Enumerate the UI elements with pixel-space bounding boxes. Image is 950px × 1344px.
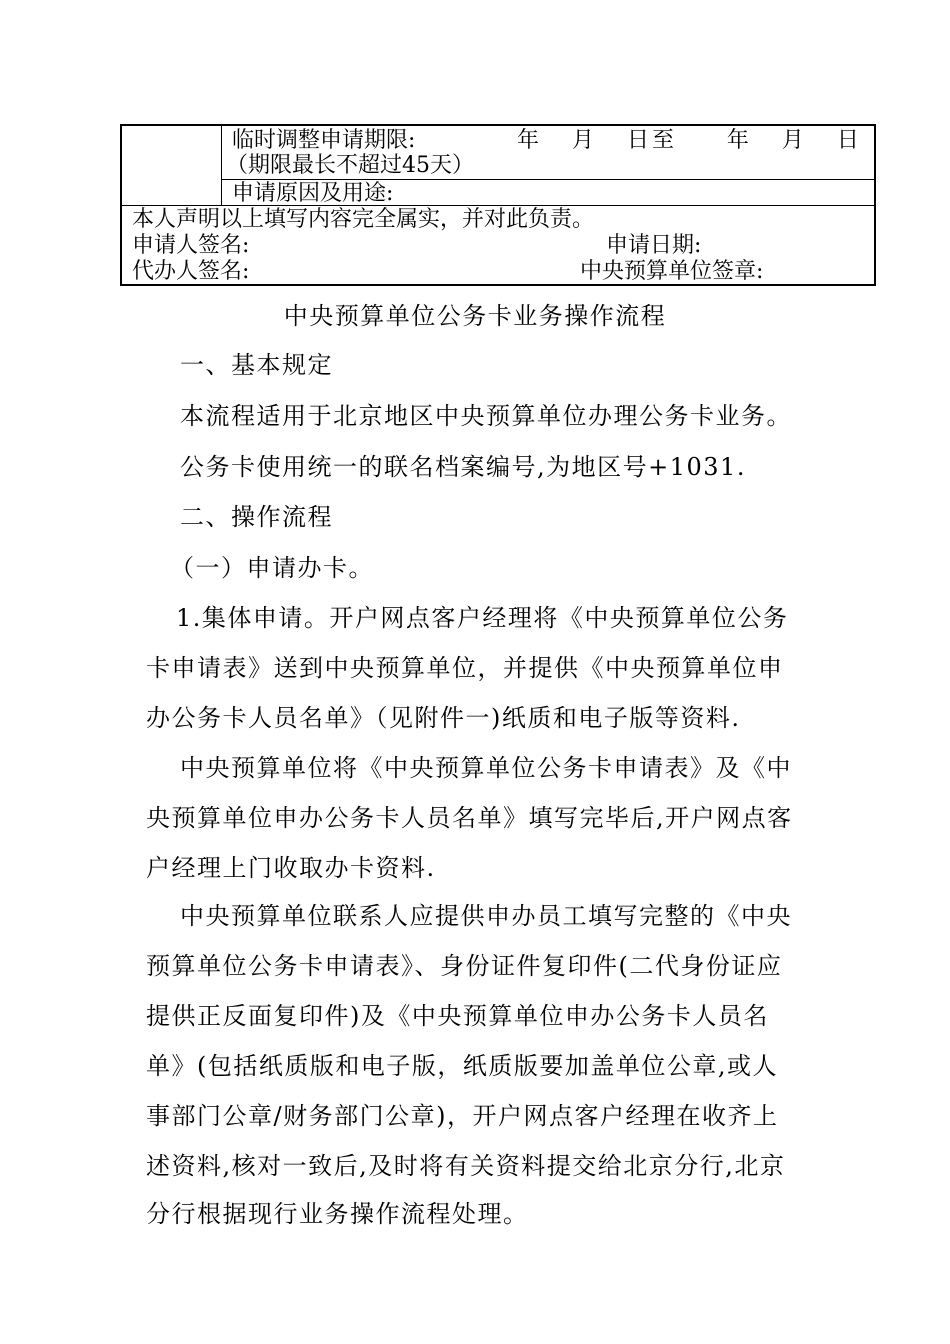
- form-blank-cell: [122, 126, 222, 206]
- period-note: （期限最长不超过45天）: [226, 153, 474, 178]
- paragraph-line: 户经理上门收取办卡资料.: [146, 854, 436, 882]
- paragraph-line: 分行根据现行业务操作流程处理。: [146, 1200, 529, 1228]
- document-title: 中央预算单位公务卡业务操作流程: [283, 302, 667, 330]
- date-range: 年 月 日至 年 月 日: [517, 128, 862, 153]
- paragraph-line: 中央预算单位将《中央预算单位公务卡申请表》及《中: [180, 754, 792, 782]
- applicant-signature-label: 申请人签名:: [132, 233, 250, 258]
- unit-seal-label: 中央预算单位签章:: [580, 259, 764, 284]
- paragraph-line: 卡申请表》送到中央预算单位，并提供《中央预算单位申: [146, 654, 784, 682]
- paragraph-line: 公务卡使用统一的联名档案编号,为地区号+1031.: [180, 453, 746, 481]
- paragraph-line: 中央预算单位联系人应提供申办员工填写完整的《中央: [180, 902, 792, 930]
- section-heading: 一、基本规定: [180, 351, 333, 379]
- reason-label: 申请原因及用途:: [232, 181, 394, 206]
- subsection-heading: （一）申请办卡。: [170, 554, 374, 582]
- paragraph-line: 央预算单位申办公务卡人员名单》填写完毕后,开户网点客: [146, 804, 793, 832]
- period-label: 临时调整申请期限:: [232, 128, 416, 153]
- paragraph-line: 办公务卡人员名单》（见附件一)纸质和电子版等资料.: [146, 704, 741, 732]
- paragraph-line: 述资料,核对一致后,及时将有关资料提交给北京分行,北京: [146, 1152, 786, 1180]
- paragraph-line: 事部门公章/财务部门公章)，开户网点客户经理在收齐上: [146, 1102, 779, 1130]
- paragraph-line: 提供正反面复印件)及《中央预算单位申办公务卡人员名: [146, 1002, 769, 1030]
- agent-signature-label: 代办人签名:: [132, 259, 250, 284]
- declaration-text: 本人声明以上填写内容完全属实，并对此负责。: [132, 207, 595, 232]
- paragraph-line: 预算单位公务卡申请表》、身份证件复印件(二代身份证应: [146, 952, 783, 980]
- paragraph-line: 1.集体申请。开户网点客户经理将《中央预算单位公务: [176, 604, 789, 632]
- application-form-table: [120, 124, 876, 286]
- paragraph-line: 本流程适用于北京地区中央预算单位办理公务卡业务。: [180, 402, 792, 430]
- section-heading: 二、操作流程: [180, 503, 333, 531]
- form-divider: [222, 179, 876, 180]
- apply-date-label: 申请日期:: [606, 233, 702, 258]
- paragraph-line: 单》(包括纸质版和电子版，纸质版要加盖单位公章,或人: [146, 1052, 778, 1080]
